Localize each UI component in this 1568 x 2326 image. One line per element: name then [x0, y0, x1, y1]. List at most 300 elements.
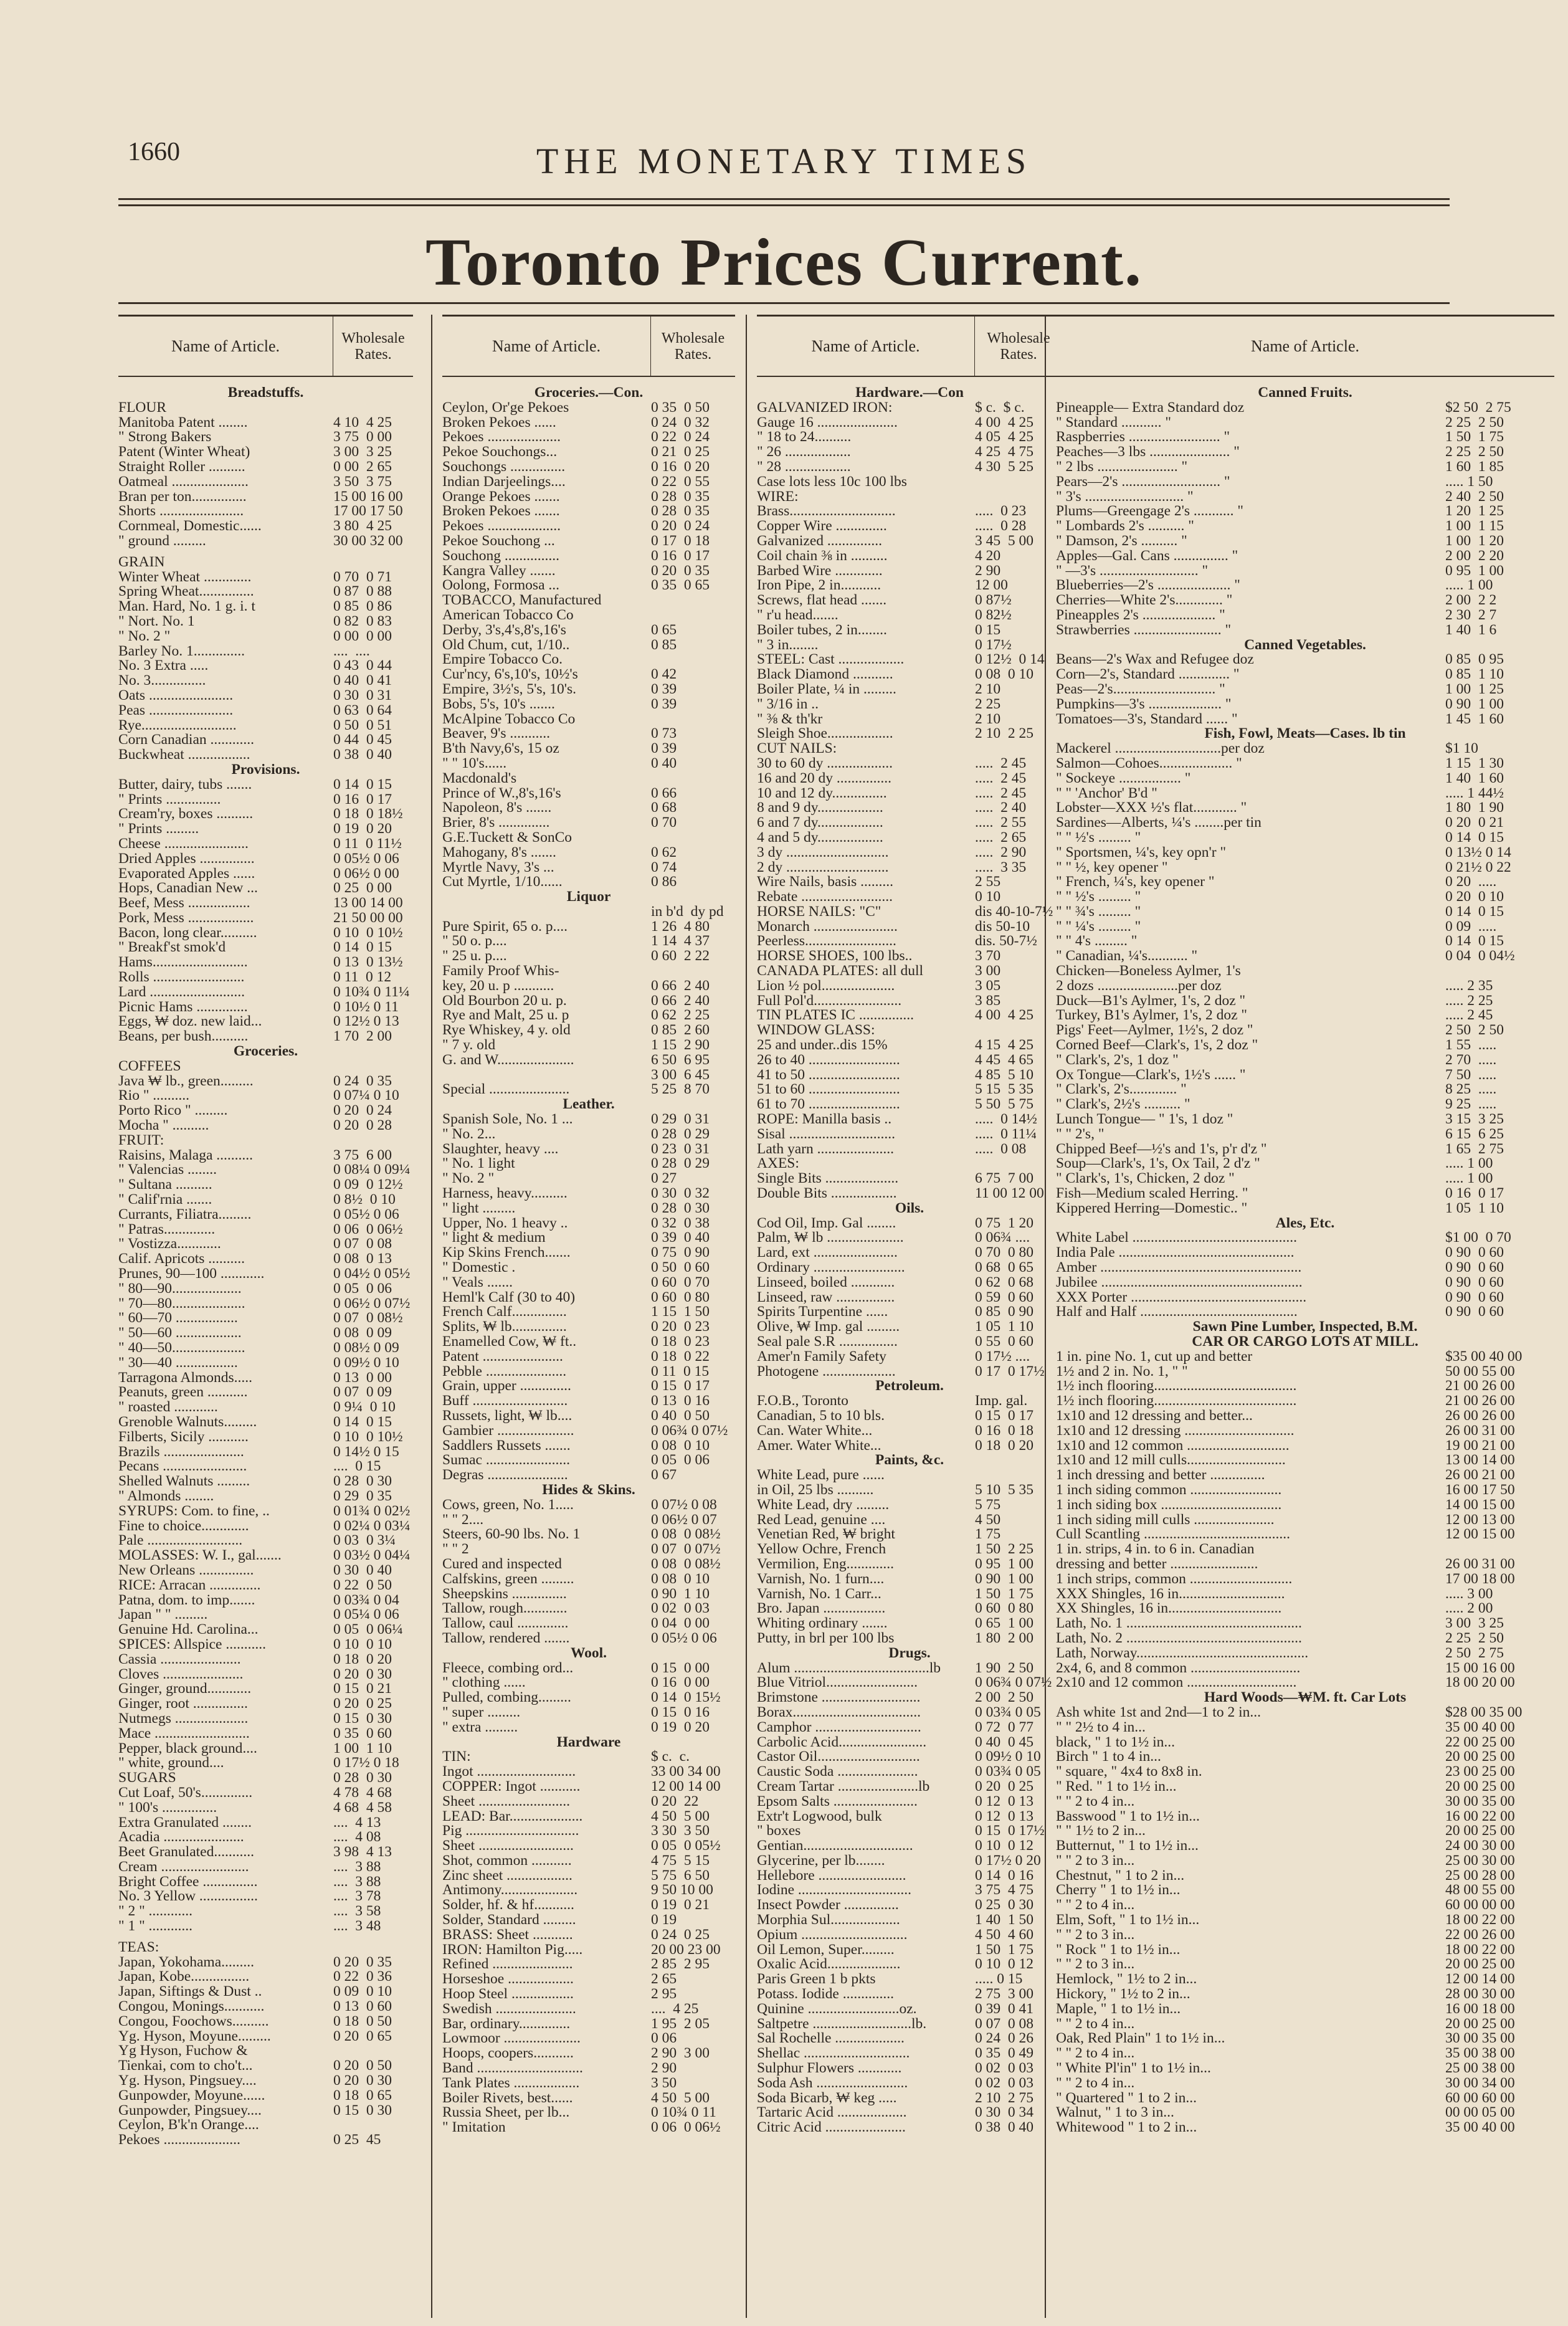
article-name: Saddlers Russets ....... — [442, 1438, 571, 1454]
wholesale-rate: 0 55 0 60 — [975, 1335, 1033, 1350]
article-name: HORSE NAILS: "C" — [757, 904, 881, 920]
article-name: " " 2½ to 4 in... — [1056, 1720, 1146, 1735]
price-row — [757, 1394, 1062, 1409]
column-divider — [431, 315, 432, 2318]
article-name: Sheet ......................... — [442, 1794, 570, 1809]
price-row — [757, 1587, 1062, 1602]
wholesale-rate: 4 85 5 10 — [975, 1067, 1033, 1083]
article-name: " Clark's, 2½'s .......... " — [1056, 1097, 1190, 1113]
article-name: Potass. Iodide .............. — [757, 1987, 894, 2002]
article-name: " 60—70 ................. — [118, 1311, 238, 1327]
price-row — [442, 1068, 735, 1083]
price-row — [757, 2017, 1062, 2032]
wholesale-rate: 2 55 — [975, 875, 1001, 890]
wholesale-rate: $1 00 0 70 — [1445, 1231, 1511, 1246]
price-row — [442, 2076, 735, 2091]
wholesale-rate: 0 20 0 25 — [333, 1697, 392, 1712]
article-name: No. 3 Extra ..... — [118, 659, 209, 674]
price-row — [442, 1675, 735, 1690]
price-row — [1056, 1171, 1554, 1186]
article-name: Lath, No. 1 ................................................ — [1056, 1616, 1302, 1631]
price-row — [1056, 578, 1554, 593]
price-row — [442, 831, 735, 846]
price-row — [757, 1186, 1062, 1201]
article-name: Sawn Pine Lumber, Inspected, B.M. — [1192, 1320, 1418, 1335]
price-row — [118, 534, 413, 549]
wholesale-rate: ..... 1 44½ — [1445, 786, 1504, 801]
price-row — [1056, 1186, 1554, 1201]
price-row — [118, 1356, 413, 1371]
article-name: New Orleans ............... — [118, 1563, 254, 1578]
wholesale-rate: 0 25 45 — [333, 2133, 381, 2148]
price-row — [1056, 534, 1554, 549]
article-name: " Sultana .......... — [118, 1178, 212, 1193]
wholesale-rate: dis. 50-7½ — [975, 934, 1037, 950]
price-row — [118, 1548, 413, 1563]
price-row — [118, 1163, 413, 1178]
wholesale-rate: 0 66 2 40 — [651, 978, 710, 994]
wholesale-rate: 3 85 — [975, 993, 1001, 1009]
price-row — [757, 667, 1062, 682]
wholesale-rate: 0 06½ 0 00 — [333, 866, 399, 882]
wholesale-rate: 0 20 22 — [651, 1794, 699, 1809]
article-name: Sisal ............................. — [757, 1127, 895, 1142]
wholesale-rate: 0 14 0 15½ — [651, 1690, 721, 1705]
article-name: Screws, flat head ....... — [757, 593, 887, 608]
price-row — [118, 837, 413, 852]
price-row — [1056, 1943, 1554, 1958]
article-name: 2 dozs ......................per doz — [1056, 978, 1222, 994]
article-name: Bobs, 5's, 10's ....... — [442, 697, 555, 712]
price-row — [442, 786, 735, 801]
article-name: FLOUR — [118, 400, 167, 416]
article-name: Yg. Hyson, Pingsuey.... — [118, 2074, 257, 2089]
wholesale-rate: 1 50 1 75 — [975, 1942, 1033, 1958]
article-name: Lunch Tongue— " 1's, 1 doz " — [1056, 1112, 1233, 1127]
article-name: Spring Wheat............... — [118, 584, 254, 600]
article-name: " 30—40 ................. — [118, 1355, 238, 1371]
article-name: 1 inch siding mill culls ...................... — [1056, 1512, 1275, 1528]
section-heading — [757, 386, 1062, 401]
price-row — [442, 1424, 735, 1439]
article-name: MOLASSES: W. I., gal....... — [118, 1548, 282, 1563]
wholesale-rate: ..... 0 23 — [975, 504, 1027, 520]
article-name: Grain, upper .............. — [442, 1379, 571, 1394]
article-name: Grenoble Walnuts......... — [118, 1414, 257, 1430]
price-row — [1056, 786, 1554, 801]
article-name: Amber ....................................................... — [1056, 1261, 1302, 1275]
price-row — [118, 1237, 413, 1252]
wholesale-rate: 2 40 2 50 — [1445, 489, 1504, 505]
article-name: Yg. Hyson, Moyune......... — [118, 2029, 271, 2044]
wholesale-rate: 0 03¾ 0 04 — [333, 1593, 399, 1608]
wholesale-rate: 21 00 26 00 — [1445, 1394, 1515, 1409]
price-row — [757, 756, 1062, 771]
article-name: WINDOW GLASS: — [757, 1023, 875, 1039]
article-name: 1 inch siding common ......................... — [1056, 1482, 1282, 1498]
wholesale-rate — [647, 593, 735, 608]
section-heading — [1056, 727, 1554, 741]
price-row — [1056, 1112, 1554, 1127]
article-name: Blueberries—2's .................... " — [1056, 578, 1240, 594]
price-row — [118, 1415, 413, 1430]
article-name: Rio " .......... — [118, 1089, 190, 1104]
wholesale-rate: Imp. gal. — [975, 1394, 1028, 1409]
wholesale-rate: 0 16 0 17 — [333, 792, 392, 808]
price-row — [442, 2002, 735, 2017]
price-row — [757, 1246, 1062, 1261]
price-row — [118, 1904, 413, 1919]
article-name: Congou, Monings........... — [118, 2000, 265, 2014]
wholesale-rate: 20 00 25 00 — [1445, 1779, 1515, 1795]
price-row — [757, 801, 1062, 816]
wholesale-rate: ..... 2 45 — [975, 786, 1027, 801]
price-row — [442, 1854, 735, 1869]
article-name: Heml'k Calf (30 to 40) — [442, 1290, 576, 1305]
price-row — [118, 1519, 413, 1534]
article-name: Liquor — [566, 890, 611, 905]
wholesale-rate: 0 05½ 0 06 — [333, 851, 399, 867]
price-row — [118, 896, 413, 911]
price-row — [442, 1127, 735, 1142]
price-row — [442, 1186, 735, 1201]
price-row — [118, 1563, 413, 1578]
wholesale-rate: 2 10 2 25 — [975, 727, 1033, 742]
article-name: Buckwheat ................. — [118, 748, 250, 763]
wholesale-rate: 1 50 1 75 — [975, 1586, 1033, 1602]
wholesale-rate: 0 39 — [651, 682, 677, 697]
price-row — [118, 703, 413, 718]
price-row — [442, 1216, 735, 1231]
wholesale-rate: 0 28 0 29 — [651, 1127, 710, 1142]
price-row — [442, 519, 735, 534]
article-name: Kip Skins French....... — [442, 1246, 571, 1261]
wholesale-rate: 0 01¾ 0 02½ — [333, 1504, 411, 1519]
article-name: Rolls ......................... — [118, 970, 245, 985]
article-name: Peas—2's............................ " — [1056, 682, 1225, 697]
section-heading — [1056, 1216, 1554, 1231]
wholesale-rate: 0 19 0 21 — [651, 1898, 710, 1914]
price-row — [1056, 1305, 1554, 1320]
article-name: No. 3............... — [118, 674, 206, 689]
article-name: Paints, &c. — [875, 1453, 944, 1469]
article-name: Varnish, No. 1 furn.... — [757, 1571, 885, 1587]
wholesale-rate: 0 29 0 31 — [651, 1112, 710, 1127]
price-row — [1056, 593, 1554, 608]
article-name: CUT NAILS: — [757, 741, 837, 756]
wholesale-rate: 12 00 — [975, 578, 1008, 594]
wholesale-rate: 0 22 0 55 — [651, 474, 710, 490]
wholesale-rate: 0 16 0 20 — [651, 459, 710, 475]
price-row — [1056, 979, 1554, 994]
wholesale-rate: 0 16 0 17 — [1445, 1186, 1504, 1201]
article-name: " Calif'rnia ....... — [118, 1193, 212, 1208]
wholesale-rate: 0 39 — [651, 741, 677, 756]
price-row — [442, 549, 735, 564]
article-name: Shorts ....................... — [118, 504, 244, 520]
price-row — [757, 860, 1062, 875]
price-row — [757, 1735, 1062, 1750]
article-name: Venetian Red, ₩ bright — [757, 1527, 895, 1543]
price-row — [1056, 1572, 1554, 1587]
article-name: Kangra Valley ....... — [442, 563, 556, 579]
price-row — [118, 2029, 413, 2044]
price-row — [1056, 1068, 1554, 1083]
wholesale-rate: 0 10 0 12 — [975, 1839, 1033, 1854]
article-name: key, 20 u. p ........... — [442, 978, 554, 994]
wholesale-rate: 0 12 0 13 — [975, 1794, 1033, 1809]
price-row — [1056, 1498, 1554, 1513]
article-name: " Nort. No. 1 — [118, 614, 195, 629]
wholesale-rate: 12 00 15 00 — [1445, 1527, 1515, 1543]
article-name: Cream'ry, boxes .......... — [118, 807, 254, 822]
article-name: 2x4, 6, and 8 common .............................. — [1056, 1661, 1301, 1676]
price-row — [118, 1623, 413, 1637]
article-name: Canned Fruits. — [1258, 386, 1352, 401]
price-row — [757, 401, 1062, 416]
article-name: Mackerel .............................per doz — [1056, 741, 1265, 756]
article-name: Can. Water White... — [757, 1423, 873, 1439]
price-row — [757, 2091, 1062, 2106]
section-heading — [757, 1201, 1062, 1216]
wholesale-rate: 0 15 0 16 — [651, 1705, 710, 1720]
price-row — [757, 1409, 1062, 1424]
article-name: 30 to 60 dy .................. — [757, 756, 893, 771]
price-row — [757, 994, 1062, 1009]
price-row — [1056, 756, 1554, 771]
price-row — [442, 1365, 735, 1380]
article-name: Walnut, " 1 to 3 in... — [1056, 2105, 1174, 2121]
wholesale-rate: 0 75 1 20 — [975, 1216, 1033, 1231]
wholesale-rate: 0 07 0 08 — [333, 1237, 392, 1252]
wholesale-rate: 4 75 5 15 — [651, 1853, 710, 1869]
price-row — [757, 430, 1062, 445]
price-row — [442, 682, 735, 697]
wholesale-rate: 0 70 0 71 — [333, 570, 392, 585]
wholesale-rate: 0 14 0 15 — [1445, 904, 1504, 920]
price-row — [757, 1008, 1062, 1023]
wholesale-rate — [971, 490, 1062, 505]
wholesale-rate: 0 35 0 65 — [651, 578, 710, 594]
article-name: COFFEES — [118, 1059, 181, 1074]
section-heading — [442, 1483, 735, 1498]
article-name: 1x10 and 12 common ............................ — [1056, 1438, 1290, 1454]
article-name: " 18 to 24.......... — [757, 430, 852, 446]
price-row — [118, 1208, 413, 1223]
wholesale-rate: 60 00 60 00 — [1445, 2090, 1515, 2106]
wholesale-rate: 0 06 0 06½ — [651, 2120, 721, 2136]
wholesale-rate: 0 90 1 00 — [1445, 697, 1504, 712]
price-row — [118, 1341, 413, 1356]
wholesale-rate: 0 65 — [651, 622, 677, 638]
article-name: Wool. — [570, 1646, 607, 1661]
price-row — [1056, 445, 1554, 460]
article-name: " Domestic . — [442, 1261, 516, 1275]
price-row — [118, 2059, 413, 2074]
price-row — [442, 771, 735, 786]
wholesale-rate: 0 20 0 24 — [651, 519, 710, 534]
price-row — [118, 1029, 413, 1044]
article-name: CANADA PLATES: all dull — [757, 964, 924, 979]
section-heading — [1056, 1335, 1554, 1350]
wholesale-rate: 2 95 — [651, 1987, 677, 2002]
article-name: Pecans ....................... — [118, 1459, 247, 1475]
article-name: Mace .......................... — [118, 1726, 250, 1742]
article-name: GALVANIZED IRON: — [757, 400, 893, 416]
article-name: Oil Lemon, Super......... — [757, 1942, 895, 1958]
wholesale-rate: 0 07¼ 0 10 — [333, 1089, 399, 1104]
price-row — [118, 1934, 413, 1940]
price-row — [1056, 1156, 1554, 1171]
article-name: " " 2 to 3 in... — [1056, 1853, 1135, 1869]
wholesale-rate: .... 4 13 — [333, 1815, 381, 1831]
price-row — [118, 1430, 413, 1445]
article-name: IRON: Hamilton Pig..... — [442, 1942, 583, 1958]
price-row — [118, 1074, 413, 1089]
wholesale-rate: 4 00 4 25 — [975, 1008, 1033, 1024]
wholesale-rate: 0 90 0 60 — [1445, 1261, 1504, 1275]
article-name: Spirits Turpentine ...... — [757, 1305, 888, 1320]
price-row — [1056, 920, 1554, 935]
wholesale-rate: 0 65 1 00 — [975, 1616, 1033, 1631]
article-name: " —3's ........................... " — [1056, 563, 1209, 579]
wholesale-rate: 0 18 0 20 — [333, 1652, 392, 1667]
price-row — [118, 985, 413, 1000]
article-name: " " ¾'s ......... " — [1056, 904, 1141, 920]
price-row — [442, 1898, 735, 1913]
wholesale-rate: 9 25 ..... — [1445, 1097, 1497, 1113]
article-name: Soda Bicarb, ₩ keg ..... — [757, 2090, 897, 2106]
wholesale-rate: 0 18 0 23 — [651, 1335, 710, 1350]
wholesale-rate: 0 09 0 10 — [333, 1985, 392, 2000]
wholesale-rate: 3 00 3 25 — [333, 445, 392, 460]
article-name: XXX Porter ................................................ — [1056, 1290, 1307, 1305]
price-row — [118, 1474, 413, 1489]
price-row — [118, 793, 413, 808]
article-name: Ales, Etc. — [1275, 1216, 1335, 1231]
article-name: 2x10 and 12 common .............................. — [1056, 1675, 1297, 1691]
price-row — [442, 1869, 735, 1884]
price-row — [118, 1445, 413, 1460]
price-row — [442, 846, 735, 860]
wholesale-rate: 12 00 14 00 — [651, 1779, 721, 1795]
article-name: " No. 2 " — [442, 1171, 495, 1187]
wholesale-rate: $ c. c. — [651, 1750, 690, 1765]
price-row — [757, 1498, 1062, 1513]
wholesale-rate: 1 14 4 37 — [651, 934, 710, 950]
article-name: " " 1½ to 2 in... — [1056, 1824, 1146, 1839]
price-row — [757, 1631, 1062, 1646]
price-row — [1056, 401, 1554, 416]
wholesale-rate: 2 65 — [651, 1972, 677, 1988]
wholesale-rate: ..... 0 14½ — [975, 1112, 1037, 1127]
price-row — [757, 1335, 1062, 1350]
price-row — [118, 1311, 413, 1326]
article-name: Tomatoes—3's, Standard ...... " — [1056, 712, 1238, 727]
wholesale-rate: 0 60 0 80 — [975, 1601, 1033, 1617]
price-row — [118, 599, 413, 614]
price-row — [118, 1133, 413, 1148]
article-name: Pekoes .................... — [442, 519, 561, 534]
price-row — [442, 994, 735, 1009]
article-name: Strawberries ........................ " — [1056, 622, 1232, 638]
price-row — [442, 1513, 735, 1528]
price-row — [442, 445, 735, 460]
wholesale-rate: 0 17½ 0 18 — [333, 1756, 399, 1771]
price-row — [118, 1014, 413, 1029]
price-row — [442, 1082, 735, 1097]
price-row — [1056, 682, 1554, 697]
wholesale-rate: 0 20 0 35 — [333, 1955, 392, 1970]
price-row — [1056, 1513, 1554, 1528]
article-name: Sumac ....................... — [442, 1453, 570, 1469]
wholesale-rate: ..... 2 35 — [1445, 978, 1493, 994]
wholesale-rate: 0 14 0 15 — [333, 777, 392, 793]
price-row — [442, 1379, 735, 1394]
wholesale-rate: 0 28 0 30 — [333, 1771, 392, 1786]
article-name: Alum .....................................lb — [757, 1661, 941, 1676]
article-name — [442, 905, 647, 920]
price-row — [442, 2120, 735, 2135]
price-row — [442, 1720, 735, 1735]
article-name: Canadian, 5 to 10 bls. — [757, 1408, 885, 1424]
column-header — [757, 315, 1062, 377]
article-name: Hemlock, " 1½ to 2 in... — [1056, 1972, 1197, 1988]
price-row — [1056, 460, 1554, 475]
article-name: AXES: — [757, 1156, 799, 1172]
wholesale-rate: 5 75 6 50 — [651, 1868, 710, 1884]
article-name: " 7 y. old — [442, 1038, 496, 1053]
wholesale-rate: 0 06½ 0 07 — [651, 1512, 717, 1528]
wholesale-rate: $2 50 2 75 — [1445, 400, 1511, 416]
price-row — [118, 1860, 413, 1875]
price-row — [757, 1290, 1062, 1305]
price-row — [442, 1142, 735, 1157]
wholesale-rate — [647, 608, 735, 623]
price-row — [757, 1365, 1062, 1380]
article-name: Eggs, ₩ doz. new laid... — [118, 1014, 262, 1030]
article-name: 1 in. pine No. 1, cut up and better — [1056, 1349, 1253, 1365]
price-row — [1056, 2105, 1554, 2120]
price-row — [118, 1756, 413, 1771]
price-row — [1056, 1987, 1554, 2002]
article-name: " Clark's, 1's, Chicken, 2 doz " — [1056, 1171, 1235, 1187]
wholesale-rate: 30 00 35 00 — [1445, 2031, 1515, 2047]
price-row — [1056, 2017, 1554, 2032]
article-name: Insect Powder ............... — [757, 1898, 899, 1914]
article-name: Ceylon, B'k'n Orange.... — [118, 2118, 259, 2133]
article-name: Winter Wheat ............. — [118, 570, 252, 585]
wholesale-rate: 0 15 0 00 — [651, 1661, 710, 1676]
wholesale-rate: 0 32 0 38 — [651, 1216, 710, 1231]
wholesale-rate: 0 90 0 60 — [1445, 1275, 1504, 1290]
wholesale-rate: 0 22 0 24 — [651, 430, 710, 446]
article-name: Varnish, No. 1 Carr... — [757, 1586, 881, 1602]
wholesale-rate: 0 10½ 0 11 — [333, 999, 399, 1015]
price-row — [442, 875, 735, 890]
price-row — [442, 1839, 735, 1854]
wholesale-rate: 0 30 0 40 — [333, 1563, 392, 1578]
wholesale-rate — [330, 401, 413, 416]
wholesale-rate: 33 00 34 00 — [651, 1765, 721, 1780]
article-name: SPICES: Allspice ........... — [118, 1637, 266, 1652]
article-name: McAlpine Tobacco Co — [442, 712, 576, 727]
wholesale-rate: 1 95 2 05 — [651, 2016, 710, 2032]
article-name: WIRE: — [757, 489, 799, 505]
wholesale-rate: 0 00 0 00 — [333, 629, 392, 644]
price-row — [118, 822, 413, 837]
article-name: Harness, heavy.......... — [442, 1186, 568, 1201]
